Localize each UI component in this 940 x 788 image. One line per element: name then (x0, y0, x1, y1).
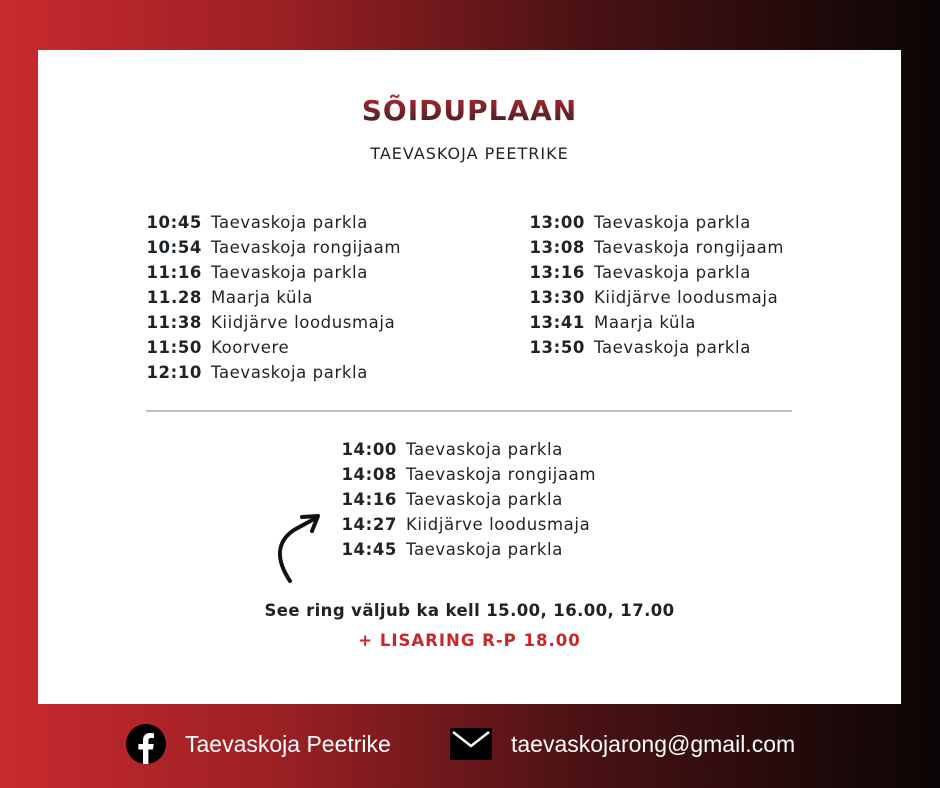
stop-name: Taevaskoja parkla (211, 363, 368, 382)
departure-time: 14:00 (341, 440, 397, 459)
schedule-row (520, 335, 784, 360)
section-divider (146, 410, 792, 412)
schedule-row (520, 210, 784, 235)
stop-name: Taevaskoja rongijaam (211, 238, 401, 257)
stop-name: Taevaskoja parkla (211, 263, 368, 282)
schedule-row (136, 310, 401, 335)
schedule-row (332, 512, 596, 537)
departure-time: 12:10 (146, 363, 202, 382)
facebook-icon (126, 724, 166, 764)
schedule-row (332, 437, 596, 462)
stop-name: Taevaskoja parkla (406, 540, 563, 559)
departure-time: 11:16 (146, 263, 202, 282)
departure-time: 14:16 (341, 490, 397, 509)
schedule-row (136, 260, 401, 285)
schedule-row (136, 360, 401, 385)
page-title: SÕIDUPLAAN (38, 94, 901, 127)
departure-time: 13:08 (529, 238, 585, 257)
stop-name: Kiidjärve loodusmaja (211, 313, 396, 332)
stop-name: Kiidjärve loodusmaja (594, 288, 779, 307)
email-address: taevaskojarong@gmail.com (511, 730, 796, 757)
stop-name: Taevaskoja rongijaam (594, 238, 784, 257)
schedule-row (520, 235, 784, 260)
page-subtitle: TAEVASKOJA PEETRIKE (370, 144, 569, 163)
email-contact[interactable] (450, 724, 795, 764)
stop-name: Taevaskoja parkla (211, 213, 368, 232)
schedule-row (332, 487, 596, 512)
curved-arrow-icon (268, 510, 328, 585)
stop-name: Maarja küla (211, 288, 313, 307)
departure-time: 13:30 (529, 288, 585, 307)
departure-time: 11:38 (146, 313, 202, 332)
schedule-row (136, 235, 401, 260)
departure-time: 13:41 (529, 313, 585, 332)
schedule-row (520, 285, 784, 310)
departure-time: 13:50 (529, 338, 585, 357)
repeat-note: See ring väljub ka kell 15.00, 16.00, 17.00 (264, 601, 675, 620)
departure-time: 14:08 (341, 465, 397, 484)
departure-time: 14:27 (341, 515, 397, 534)
stop-name: Koorvere (211, 338, 290, 357)
schedule-right-column (520, 210, 784, 360)
stop-name: Maarja küla (594, 313, 696, 332)
departure-time: 13:00 (529, 213, 585, 232)
departure-time: 13:16 (529, 263, 585, 282)
stop-name: Taevaskoja parkla (594, 263, 751, 282)
departure-time: 14:45 (341, 540, 397, 559)
stop-name: Taevaskoja parkla (406, 490, 563, 509)
stop-name: Taevaskoja parkla (406, 440, 563, 459)
stop-name: Taevaskoja parkla (594, 213, 751, 232)
schedule-row (520, 310, 784, 335)
schedule-card (38, 50, 901, 704)
departure-time: 10:54 (146, 238, 202, 257)
schedule-row (136, 335, 401, 360)
stop-name: Taevaskoja parkla (594, 338, 751, 357)
departure-time: 10:45 (146, 213, 202, 232)
extra-ride-note: + LISARING R-P 18.00 (358, 631, 581, 650)
mail-icon (450, 728, 492, 760)
departure-time: 11:50 (146, 338, 202, 357)
stop-name: Kiidjärve loodusmaja (406, 515, 591, 534)
facebook-contact[interactable] (126, 724, 391, 764)
facebook-name: Taevaskoja Peetrike (185, 730, 391, 757)
departure-time: 11.28 (146, 288, 202, 307)
stop-name: Taevaskoja rongijaam (406, 465, 596, 484)
schedule-row (520, 260, 784, 285)
schedule-row (136, 285, 401, 310)
schedule-row (332, 537, 596, 562)
schedule-row (332, 462, 596, 487)
schedule-bottom-column (332, 437, 596, 562)
schedule-row (136, 210, 401, 235)
schedule-left-column (136, 210, 401, 385)
